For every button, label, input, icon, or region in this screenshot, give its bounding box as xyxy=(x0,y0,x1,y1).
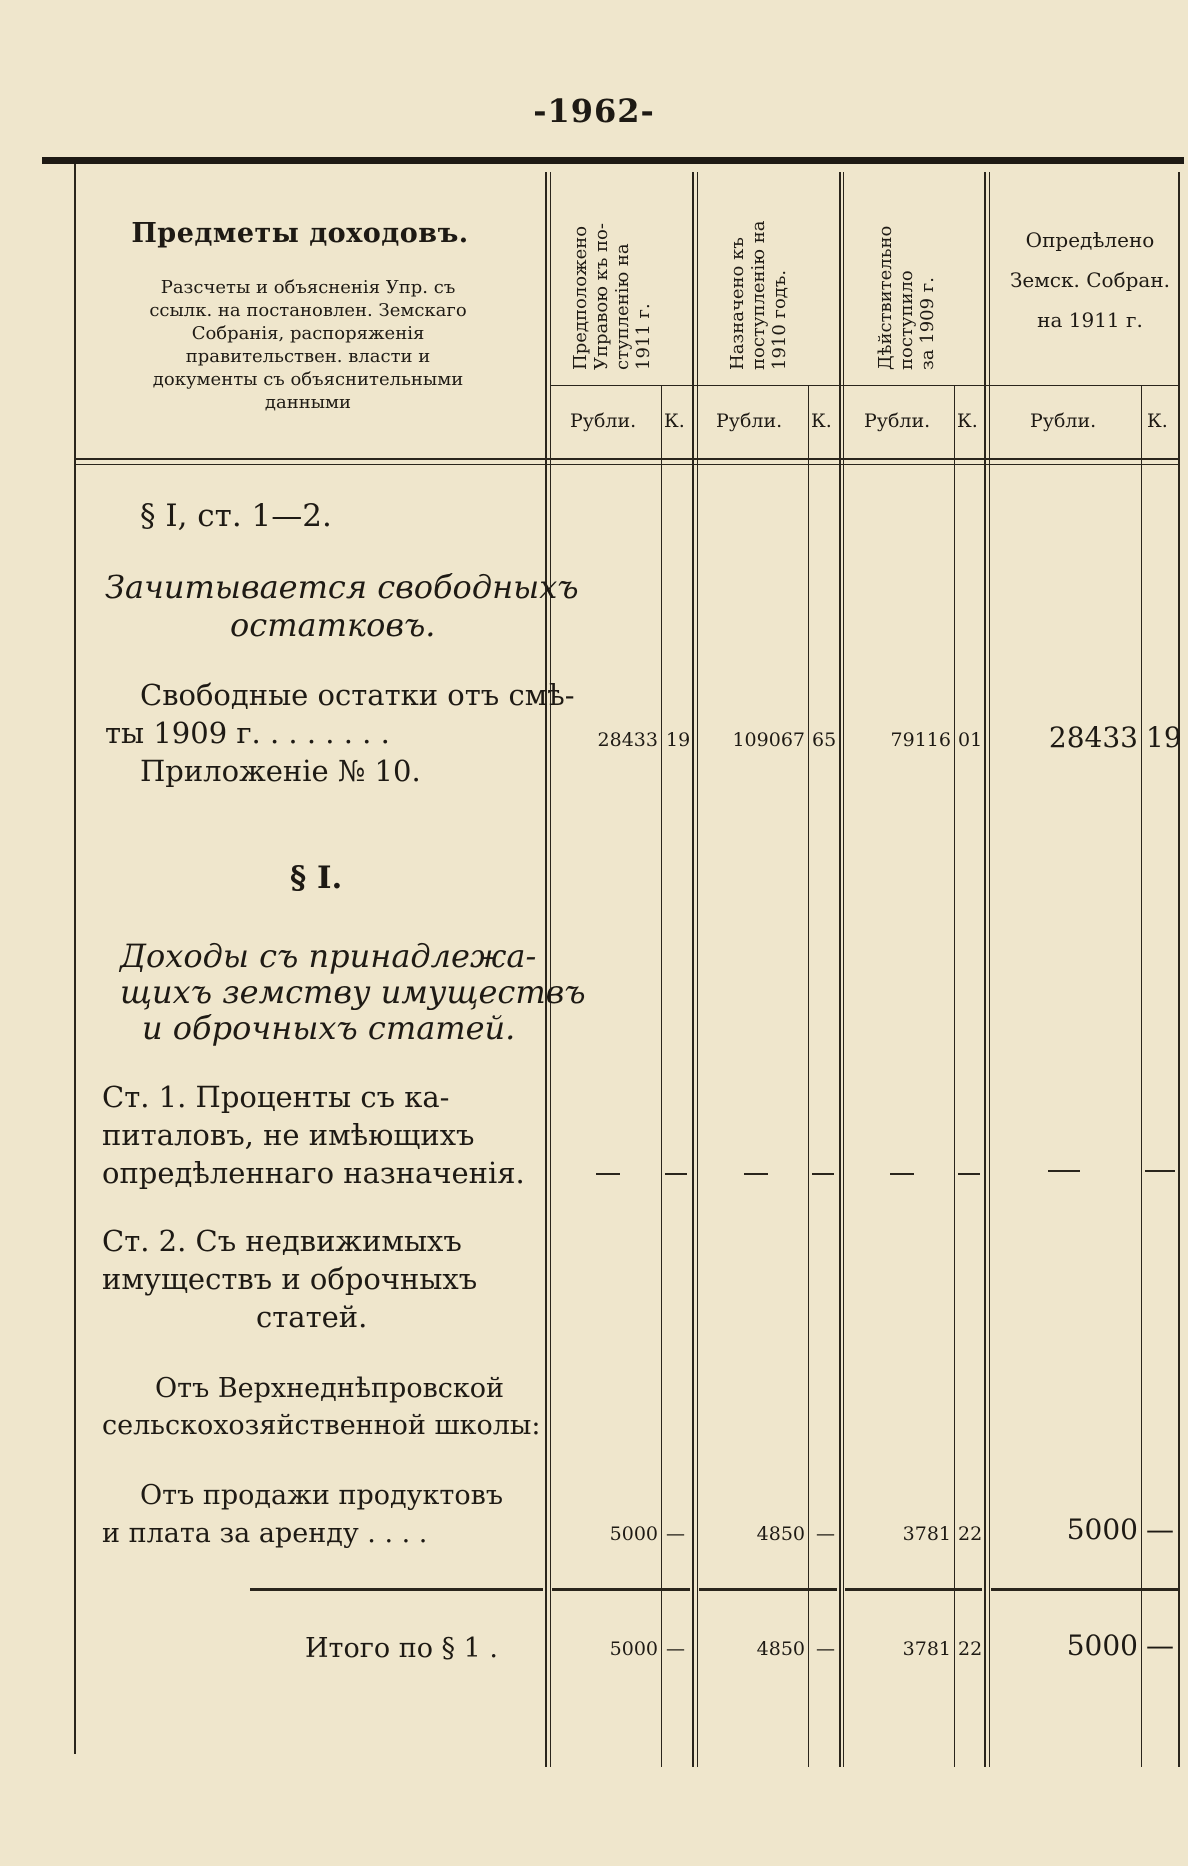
section1-title-line2: остатковъ. xyxy=(230,606,436,644)
section1-line1: Свободные остатки отъ смѣ- xyxy=(140,678,575,712)
total-col2-rub: 4850 xyxy=(756,1638,805,1660)
total-col3-kop: 22 xyxy=(958,1638,983,1660)
section2-title-line1: Доходы съ принадлежа- xyxy=(120,937,537,975)
a1-col4-rub-dash xyxy=(1048,1170,1080,1172)
top-rule xyxy=(42,157,1184,164)
unit-row-rule xyxy=(550,385,1178,386)
total-col1-kop: — xyxy=(666,1638,685,1660)
sale-line2: и плата за аренду . . . . xyxy=(102,1518,428,1549)
header-bottom-rule-2 xyxy=(76,464,1178,465)
total-col1-rub: 5000 xyxy=(609,1638,658,1660)
s1-col4-kop: 19 xyxy=(1146,721,1182,754)
school-line1: Отъ Верхнеднѣпровской xyxy=(155,1373,505,1404)
a1-col1-rub-dash xyxy=(596,1173,620,1175)
kop-divider-3 xyxy=(954,385,955,1767)
kop-divider-1 xyxy=(661,385,662,1767)
col-divider-2b xyxy=(697,172,698,1767)
section1-title-line1: Зачитывается свободныхъ xyxy=(105,568,579,606)
header-col2: Назначено къ поступленію на 1910 годъ. xyxy=(727,220,790,370)
section1-heading: § I, ст. 1—2. xyxy=(140,498,332,534)
header-description: Разсчеты и объясненія Упр. съ ссылк. на постановлен. Земскаго Собранія, распоряженія правительствен. власти и документы съ объяснительными данными xyxy=(149,277,467,413)
sale-col3-rub: 3781 xyxy=(902,1523,951,1545)
header-col1: Предположено Управою къ по- ступленію на 1911 г. xyxy=(570,223,654,370)
sale-col4-rub: 5000 xyxy=(1066,1513,1138,1546)
sale-col2-kop: — xyxy=(816,1523,835,1545)
unit-rub-1: Рубли. xyxy=(570,410,637,432)
a1-col2-kop-dash xyxy=(812,1173,834,1175)
total-label: Итого по § 1 . xyxy=(305,1633,498,1664)
article1-line3: опредѣленнаго назначенія. xyxy=(102,1156,525,1190)
col-divider-3 xyxy=(839,172,841,1767)
section2-heading: § I. xyxy=(290,860,343,896)
unit-rub-3: Рубли. xyxy=(864,410,931,432)
header-col3: Дѣйствительно поступило за 1909 г. xyxy=(875,225,938,370)
col-divider-4b xyxy=(989,172,990,1767)
col-divider-4 xyxy=(984,172,986,1767)
frame-right-line xyxy=(1178,172,1180,1767)
total-rule-col3 xyxy=(845,1588,982,1591)
section2-title-line2: щихъ земству имуществъ xyxy=(120,973,586,1011)
section2-title-line3: и оброчныхъ статей. xyxy=(142,1009,516,1047)
article1-line2: питаловъ, не имѣющихъ xyxy=(102,1118,475,1152)
col-divider-1b xyxy=(550,172,551,1767)
unit-kop-2: К. xyxy=(811,410,832,432)
unit-kop-4: К. xyxy=(1147,410,1168,432)
kop-divider-4 xyxy=(1141,385,1142,1767)
unit-rub-2: Рубли. xyxy=(716,410,783,432)
sale-line1: Отъ продажи продуктовъ xyxy=(140,1480,503,1511)
total-col4-kop: — xyxy=(1146,1629,1174,1662)
header-title: Предметы доходовъ. xyxy=(131,218,469,249)
header-bottom-rule xyxy=(76,458,1178,460)
a1-col1-kop-dash xyxy=(665,1173,687,1175)
total-rule-col1 xyxy=(552,1588,690,1591)
unit-rub-4: Рубли. xyxy=(1030,410,1097,432)
s1-col2-rub: 109067 xyxy=(732,729,805,751)
kop-divider-2 xyxy=(808,385,809,1767)
total-rule-col4 xyxy=(991,1588,1178,1591)
article1-line1: Ст. 1. Проценты съ ка- xyxy=(102,1080,450,1114)
col-divider-3b xyxy=(843,172,844,1767)
total-rule-desc xyxy=(250,1588,543,1591)
school-line2: сельскохозяйственной школы: xyxy=(102,1410,541,1441)
a1-col4-kop-dash xyxy=(1145,1170,1175,1172)
sale-col2-rub: 4850 xyxy=(756,1523,805,1545)
total-col2-kop: — xyxy=(816,1638,835,1660)
section1-line3: Приложеніе № 10. xyxy=(140,754,421,788)
unit-kop-1: К. xyxy=(664,410,685,432)
total-rule-col2 xyxy=(699,1588,837,1591)
s1-col3-kop: 01 xyxy=(958,729,983,751)
a1-col3-rub-dash xyxy=(890,1173,914,1175)
header-col4: Опредѣлено Земск. Собран. на 1911 г. xyxy=(1009,228,1171,332)
sale-col1-kop: — xyxy=(666,1523,685,1545)
total-col3-rub: 3781 xyxy=(902,1638,951,1660)
article2-line1: Ст. 2. Съ недвижимыхъ xyxy=(102,1224,462,1258)
frame-left-line xyxy=(74,164,76,1754)
sale-col4-kop: — xyxy=(1146,1513,1174,1546)
article2-line2: имуществъ и оброчныхъ xyxy=(102,1262,478,1296)
a1-col3-kop-dash xyxy=(958,1173,980,1175)
section1-line2: ты 1909 г. . . . . . . . xyxy=(105,716,390,750)
s1-col3-rub: 79116 xyxy=(890,729,951,751)
s1-col1-rub: 28433 xyxy=(597,729,658,751)
a1-col2-rub-dash xyxy=(744,1173,768,1175)
page-number: -1962- xyxy=(533,92,655,130)
s1-col2-kop: 65 xyxy=(812,729,837,751)
sale-col3-kop: 22 xyxy=(958,1523,983,1545)
col-divider-1 xyxy=(545,172,547,1767)
col-divider-2 xyxy=(692,172,694,1767)
s1-col1-kop: 19 xyxy=(666,729,691,751)
s1-col4-rub: 28433 xyxy=(1048,721,1138,754)
unit-kop-3: К. xyxy=(957,410,978,432)
total-col4-rub: 5000 xyxy=(1066,1629,1138,1662)
article2-line3: статей. xyxy=(256,1300,368,1334)
sale-col1-rub: 5000 xyxy=(609,1523,658,1545)
